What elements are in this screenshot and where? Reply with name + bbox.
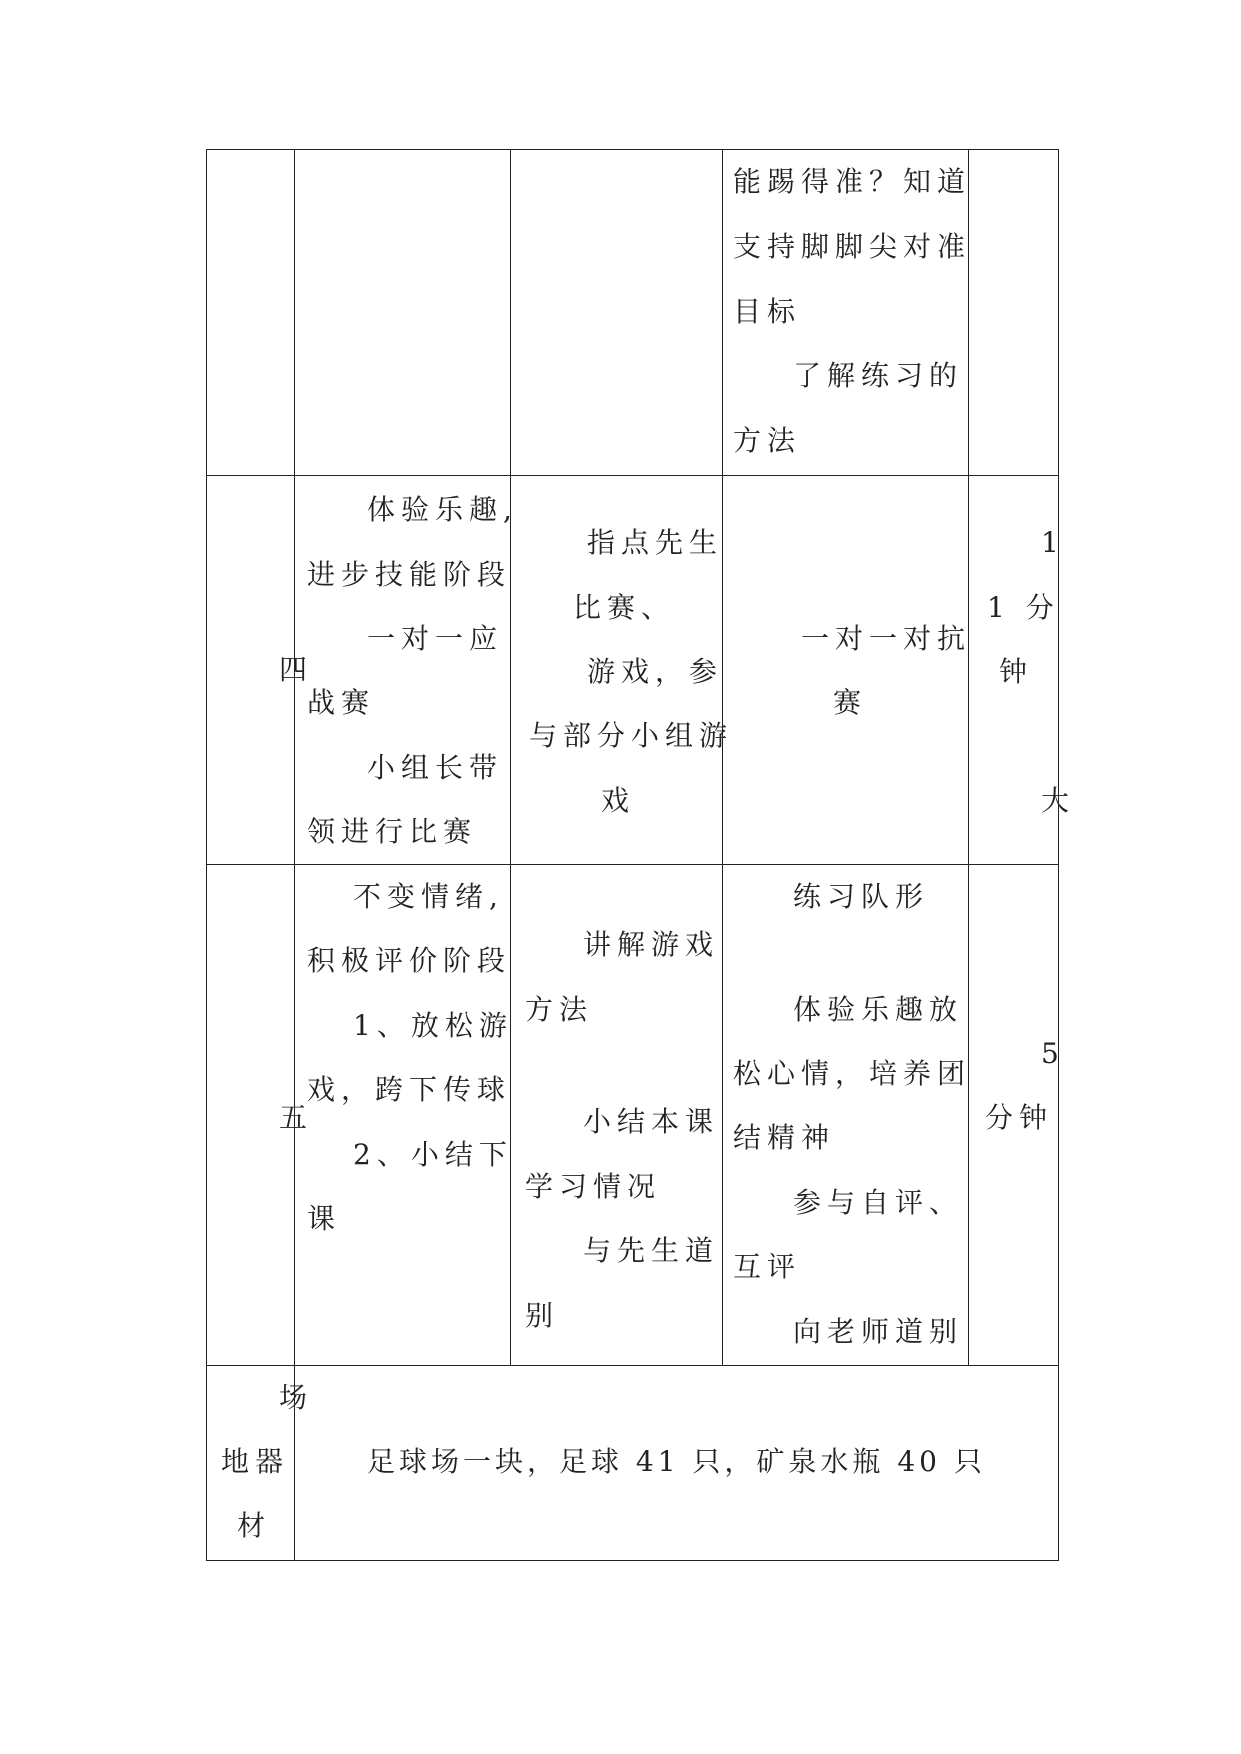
row1-student-cell: [723, 150, 972, 476]
row3-teacher-cell: [511, 865, 723, 1366]
text-line: 课: [307, 1202, 342, 1235]
row1-time-cell: [969, 150, 1059, 476]
text-line: 体验乐趣放: [793, 993, 964, 1026]
footer-label-cell: [207, 1366, 314, 1561]
row3-time-cell: [969, 865, 1065, 1366]
text-line: 支持脚脚尖对准: [733, 230, 972, 263]
row2-section-cell: [207, 476, 314, 865]
text-line: 1: [1041, 526, 1065, 559]
text-line: 小组长带: [367, 751, 504, 784]
row2-content-cell: [295, 476, 518, 865]
row2-time-cell: [969, 476, 1076, 865]
section-number: 四: [279, 653, 314, 686]
text-line: 能踢得准？知道: [733, 165, 972, 198]
text-line: 体验乐趣,: [367, 493, 518, 526]
text-line: 场: [279, 1381, 314, 1414]
text-line: 赛: [833, 686, 868, 719]
text-line: 目标: [733, 295, 802, 328]
text-line: 讲解游戏: [583, 928, 720, 961]
text-line: 了解练习的: [793, 359, 964, 392]
table-row: [207, 476, 1059, 865]
footer-content-cell: [295, 1366, 1059, 1561]
equipment-text: 足球场一块，足球 41 只，矿泉水瓶 40 只: [367, 1445, 986, 1478]
row1-content-cell: [295, 150, 511, 476]
text-line: 战赛: [307, 686, 376, 719]
table-row: [207, 865, 1059, 1366]
text-line: 1 分: [987, 591, 1060, 624]
row1-section-cell: [207, 150, 295, 476]
text-line: 一对一对抗: [801, 622, 972, 655]
text-line: 进步技能阶段: [307, 558, 512, 591]
text-line: 积极评价阶段: [307, 944, 512, 977]
text-line: 一对一应: [367, 622, 504, 655]
text-line: 结精神: [733, 1121, 836, 1154]
table-row: [207, 1366, 1059, 1561]
text-line: 小结本课: [583, 1105, 720, 1138]
text-line: 地器: [221, 1445, 290, 1478]
lesson-plan-table: [206, 149, 1076, 1561]
text-line: 游戏，参: [587, 655, 724, 688]
table-row: [207, 150, 1059, 476]
text-line: 别: [525, 1299, 560, 1332]
text-line: 戏: [601, 784, 636, 817]
section-number: 五: [279, 1101, 314, 1134]
text-line: 比赛、: [573, 591, 676, 624]
text-line: 指点先生: [587, 526, 724, 559]
text-line: 与先生道: [583, 1234, 720, 1267]
text-line: 方法: [525, 993, 594, 1026]
row3-content-cell: [295, 865, 511, 1366]
row3-section-cell: [207, 865, 314, 1366]
row3-student-cell: [723, 865, 972, 1366]
text-line: 互评: [733, 1250, 802, 1283]
text-line: 参与自评、: [793, 1186, 964, 1219]
text-line: 方法: [733, 424, 802, 457]
text-line: 分钟: [985, 1101, 1054, 1134]
text-line: 练习队形: [793, 880, 930, 913]
text-line: 松心情，培养团: [733, 1057, 972, 1090]
text-line: 大: [1041, 784, 1076, 817]
row2-student-cell: [723, 476, 972, 865]
row2-teacher-cell: [511, 476, 734, 865]
text-line: 与部分小组游: [529, 719, 734, 752]
text-line: 学习情况: [525, 1170, 662, 1203]
text-line: 5: [1041, 1037, 1065, 1070]
text-line: 1、放松游: [353, 1009, 513, 1042]
text-line: 向老师道别: [793, 1315, 964, 1348]
text-line: 材: [237, 1509, 272, 1542]
text-line: 戏，跨下传球: [307, 1073, 512, 1106]
text-line: 不变情绪,: [353, 880, 504, 913]
text-line: 领进行比赛: [307, 815, 478, 848]
text-line: 钟: [999, 655, 1034, 688]
row1-teacher-cell: [511, 150, 723, 476]
text-line: 2、小结下: [353, 1138, 513, 1171]
